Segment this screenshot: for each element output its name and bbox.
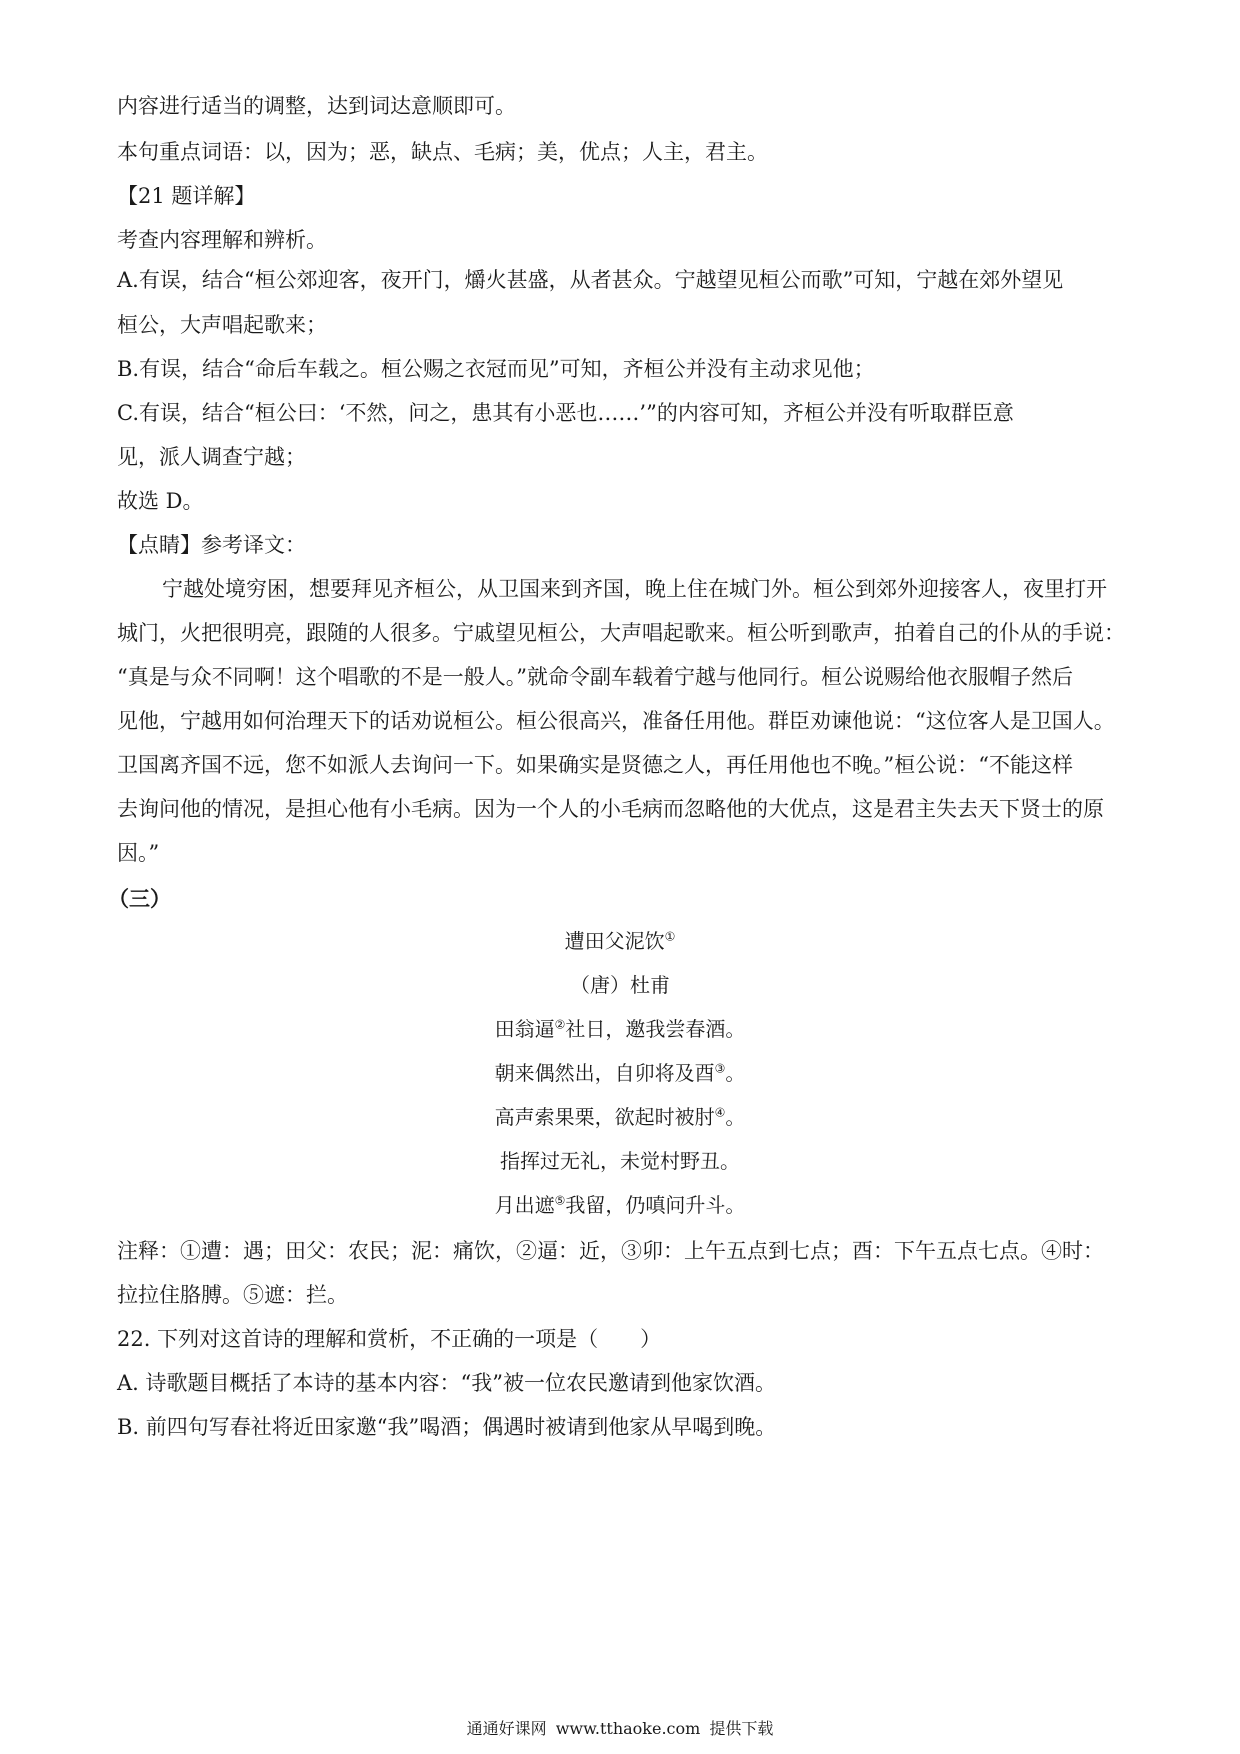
footer-suffix: 提供下载 [709,1719,774,1738]
subheading-21: 【21 题详解】 [117,184,256,208]
footer-url[interactable]: www.tthaoke.com [555,1719,701,1738]
poem-line: 高声索果栗，欲起时被肘④。 [494,1105,746,1129]
poem-line: 月出遮⑤我留，仍嗔问升斗。 [494,1193,746,1217]
text-line: 本句重点词语：以，因为；恶，缺点、毛病；美，优点；人主，君主。 [117,140,768,164]
text-line: 内容进行适当的调整，达到词达意顺即可。 [117,94,516,118]
subheading-translation: 【点睛】参考译文： [117,533,306,557]
translation-line: “真是与众不同啊！这个唱歌的不是一般人。”就命令副车载着宁越与他同行。桓公说赐给他衣服帽子然后 [117,665,1073,689]
translation-line: 去询问他的情况，是担心他有小毛病。因为一个人的小毛病而忽略他的大优点，这是君主失去天下贤士的原 [117,797,1104,821]
text-line: 考查内容理解和辨析。 [117,228,327,252]
option-analysis-c-cont: 见，派人调查宁越； [117,445,306,469]
footer-site-name: 通通好课网 [466,1719,547,1738]
answer-line: 故选 D。 [117,489,204,513]
poem-line: 指挥过无礼，未觉村野丑。 [500,1149,740,1173]
notes-line: 拉拉住胳膊。⑤遮：拦。 [117,1283,348,1307]
translation-line: 因。” [117,841,160,865]
option-analysis-c: C.有误，结合“桓公曰：‘不然，问之，患其有小恶也……’”的内容可知，齐桓公并没有听取群臣意 [117,401,1014,425]
poem-line: 朝来偶然出，自卯将及酉③。 [494,1061,746,1085]
poem-title: 遭田父泥饮① [564,929,676,953]
translation-line: 卫国离齐国不远，您不如派人去询问一下。如果确实是贤德之人，再任用他也不晚。”桓公说：“不能这样 [117,753,1073,777]
question-stem: 22. 下列对这首诗的理解和赏析，不正确的一项是（ ） [117,1327,662,1351]
question-option-a: A. 诗歌题目概括了本诗的基本内容：“我”被一位农民邀请到他家饮酒。 [117,1371,776,1395]
poem-author: （唐）杜甫 [570,973,670,997]
section-label: （三） [108,886,171,911]
translation-line: 见他，宁越用如何治理天下的话劝说桓公。桓公很高兴，准备任用他。群臣劝谏他说：“这位客人是卫国人。 [117,709,1115,733]
question-option-b: B. 前四句写春社将近田家邀“我”喝酒；偶遇时被请到他家从早喝到晚。 [117,1415,777,1439]
poem-line: 田翁逼②社日，邀我尝春酒。 [494,1017,746,1041]
translation-line: 宁越处境穷困，想要拜见齐桓公，从卫国来到齐国，晚上住在城门外。桓公到郊外迎接客人，夜里打开 [162,577,1107,601]
option-analysis-b: B.有误，结合“命后车载之。桓公赐之衣冠而见”可知，齐桓公并没有主动求见他； [117,357,875,381]
notes-line: 注释：①遭：遇；田父：农民；泥：痛饮，②逼：近，③卯：上午五点到七点；酉：下午五点七点。④时： [117,1239,1104,1263]
option-analysis-a-cont: 桓公，大声唱起歌来； [117,313,327,337]
page-footer [0,1718,1240,1740]
translation-line: 城门，火把很明亮，跟随的人很多。宁戚望见桓公，大声唱起歌来。桓公听到歌声，拍着自己的仆从的手说： [117,621,1125,645]
option-analysis-a: A.有误，结合“桓公郊迎客，夜开门，爝火甚盛，从者甚众。宁越望见桓公而歌”可知，宁越在郊外望见 [117,268,1064,292]
